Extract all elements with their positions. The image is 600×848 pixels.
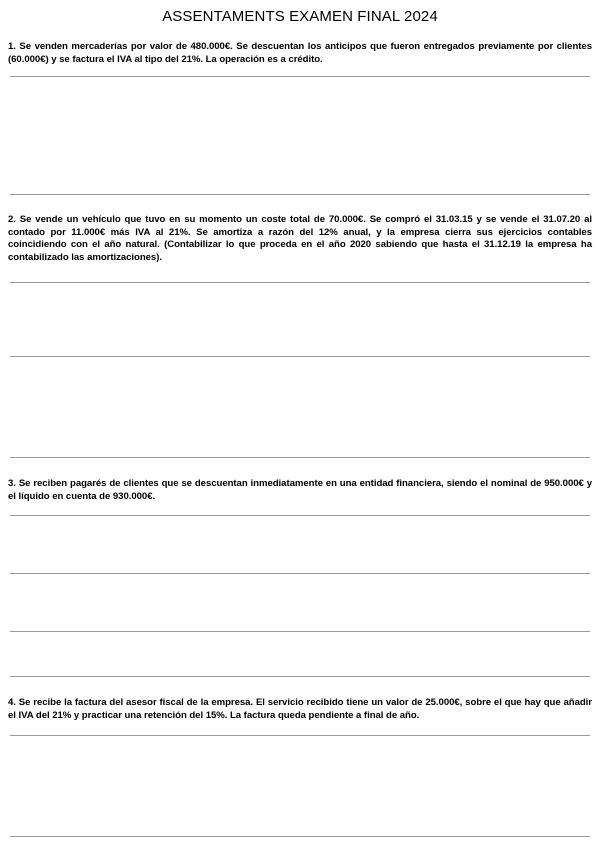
answer-line [10,735,590,736]
question-text: Se venden mercaderías por valor de 480.000€. Se descuentan los anticipos que fueron entregados previamente por clientes (60.000€) y se factura el IVA al tipo del 21%. La operación es a crédito. [8,41,592,65]
question-4 [8,697,592,722]
question-number: 1. [8,41,16,52]
answer-line [10,676,590,677]
answer-line [10,356,590,357]
answer-line [10,836,590,837]
answer-line [10,515,590,516]
answer-line [10,631,590,632]
question-text: Se vende un vehículo que tuvo en su momento un coste total de 70.000€. Se compró el 31.03.15 y se vende el 31.07.20 al contado por 11.000€ más IVA al 21%. Se amortiza a razón del 12% anual, y la empresa cierra sus ejercicios contables coincidiendo con el año natural. (Contabilizar lo que proceda en el año 2020 sabiendo que hasta el 31.12.19 la empresa ha contabilizado las amortizaciones). [8,214,592,263]
question-1 [8,41,592,66]
answer-line [10,76,590,77]
question-number: 2. [8,214,16,225]
answer-line [10,573,590,574]
question-number: 3. [8,478,16,489]
answer-line [10,194,590,195]
question-text: Se recibe la factura del asesor fiscal de la empresa. El servicio recibido tiene un valor de 25.000€, sobre el que hay que añadir el IVA del 21% y practicar una retención del 15%. La factura queda pendiente a final de año. [8,697,592,721]
answer-line [10,457,590,458]
question-3 [8,478,592,503]
answer-line [10,282,590,283]
question-number: 4. [8,697,16,708]
question-2 [8,214,592,264]
page-title: ASSENTAMENTS EXAMEN FINAL 2024 [162,8,438,25]
question-text: Se reciben pagarés de clientes que se descuentan inmediatamente en una entidad financiera, siendo el nominal de 950.000€ y el líquido en cuenta de 930.000€. [8,478,592,502]
